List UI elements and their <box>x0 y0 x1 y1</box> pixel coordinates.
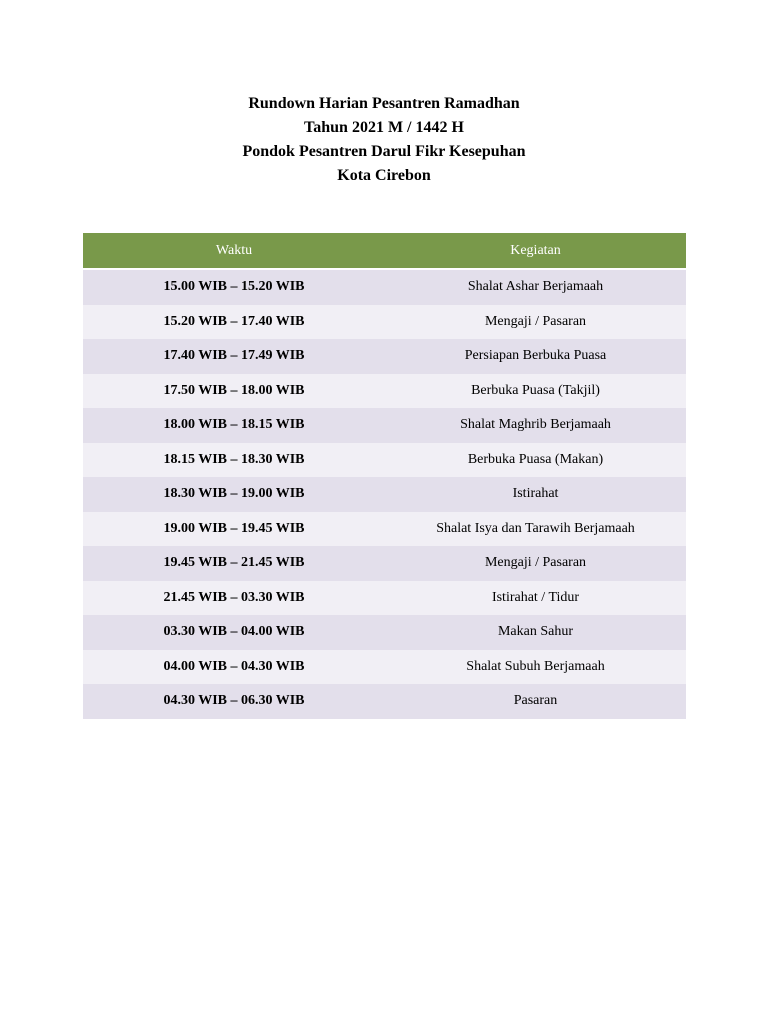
table-row <box>83 650 686 685</box>
cell-time: 19.45 WIB – 21.45 WIB <box>163 555 305 571</box>
cell-time: 18.15 WIB – 18.30 WIB <box>163 451 305 467</box>
table-row <box>83 269 686 305</box>
table-row <box>83 443 686 478</box>
table-body <box>83 269 686 719</box>
cell-time: 17.40 WIB – 17.49 WIB <box>163 348 305 364</box>
cell-time: 21.45 WIB – 03.30 WIB <box>163 589 305 605</box>
cell-time: 04.00 WIB – 04.30 WIB <box>163 658 305 674</box>
document-institution: Pondok Pesantren Darul Fikr Kesepuhan <box>242 143 526 160</box>
cell-time: 03.30 WIB – 04.00 WIB <box>163 624 305 640</box>
cell-activity: Berbuka Puasa (Makan) <box>467 451 604 467</box>
cell-activity: Persiapan Berbuka Puasa <box>464 348 607 364</box>
schedule-table <box>83 233 686 719</box>
cell-time: 04.30 WIB – 06.30 WIB <box>163 693 305 709</box>
cell-time: 15.20 WIB – 17.40 WIB <box>163 313 305 329</box>
cell-activity: Istirahat / Tidur <box>491 589 580 605</box>
table-row <box>83 408 686 443</box>
cell-activity: Berbuka Puasa (Takjil) <box>471 382 600 398</box>
table-row <box>83 546 686 581</box>
cell-activity: Shalat Isya dan Tarawih Berjamaah <box>436 520 635 536</box>
table-row <box>83 684 686 719</box>
cell-activity: Mengaji / Pasaran <box>484 555 587 571</box>
table-row <box>83 339 686 374</box>
table-row <box>83 581 686 616</box>
document-title: Rundown Harian Pesantren Ramadhan <box>248 95 520 112</box>
cell-activity: Shalat Ashar Berjamaah <box>467 279 604 295</box>
column-header-activity: Kegiatan <box>385 233 686 269</box>
cell-activity: Istirahat <box>512 486 559 502</box>
document-year: Tahun 2021 M / 1442 H <box>304 119 464 136</box>
cell-time: 15.00 WIB – 15.20 WIB <box>163 279 305 295</box>
column-header-time: Waktu <box>83 233 385 269</box>
table-row <box>83 512 686 547</box>
table-row <box>83 374 686 409</box>
cell-activity: Shalat Subuh Berjamaah <box>466 658 605 674</box>
table-header-row <box>83 233 686 269</box>
cell-time: 18.00 WIB – 18.15 WIB <box>163 417 305 433</box>
cell-time: 19.00 WIB – 19.45 WIB <box>163 520 305 536</box>
table-row <box>83 615 686 650</box>
table-row <box>83 305 686 340</box>
cell-time: 17.50 WIB – 18.00 WIB <box>163 382 305 398</box>
cell-time: 18.30 WIB – 19.00 WIB <box>163 486 305 502</box>
table-row <box>83 477 686 512</box>
document-header <box>0 92 768 188</box>
cell-activity: Mengaji / Pasaran <box>484 313 587 329</box>
cell-activity: Pasaran <box>513 693 558 709</box>
cell-activity: Shalat Maghrib Berjamaah <box>460 417 611 433</box>
document-city: Kota Cirebon <box>337 167 431 184</box>
cell-activity: Makan Sahur <box>497 624 574 640</box>
